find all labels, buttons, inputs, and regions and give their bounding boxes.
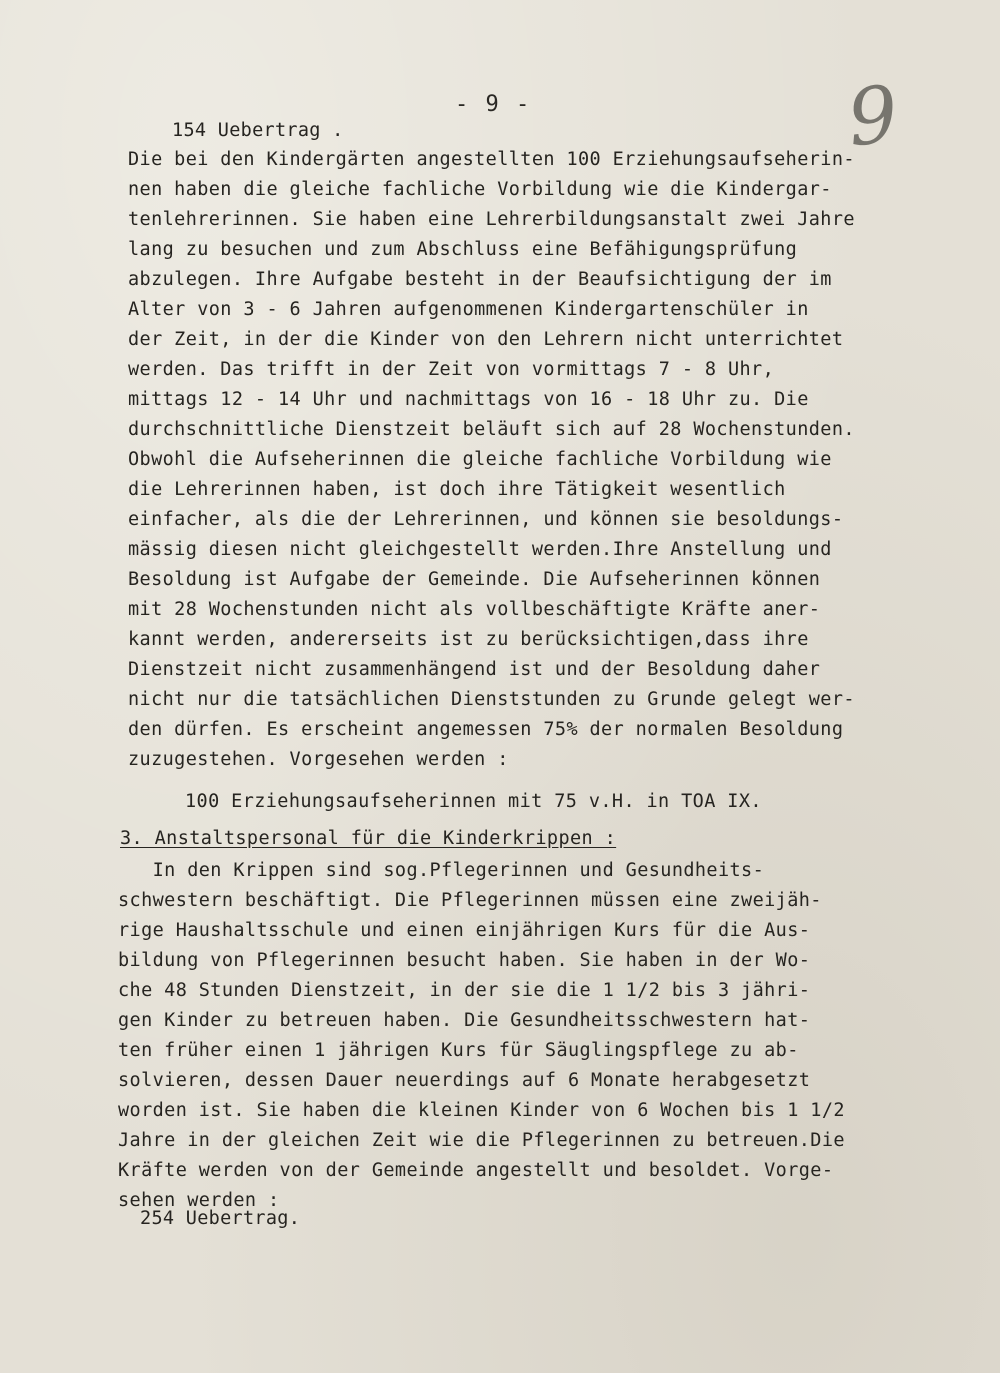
text-line: Die bei den Kindergärten angestellten 100 Erziehungsaufseherin- (128, 149, 855, 170)
text-line: Besoldung ist Aufgabe der Gemeinde. Die Aufseherinnen können (128, 569, 821, 590)
text-line: durchschnittliche Dienstzeit beläuft sich auf 28 Wochenstunden. (128, 419, 855, 440)
text-line: worden ist. Sie haben die kleinen Kinder von 6 Wochen bis 1 1/2 (118, 1100, 845, 1121)
text-line: die Lehrerinnen haben, ist doch ihre Tätigkeit wesentlich (128, 479, 786, 500)
text-line: abzulegen. Ihre Aufgabe besteht in der Beaufsichtigung der im (128, 269, 832, 290)
text-line: rige Haushaltsschule und einen einjährigen Kurs für die Aus- (118, 920, 811, 941)
text-line: schwestern beschäftigt. Die Pflegerinnen müssen eine zweijäh- (118, 890, 822, 911)
text-line: solvieren, dessen Dauer neuerdings auf 6 Monate herabgesetzt (118, 1070, 811, 1091)
text-line: mittags 12 - 14 Uhr und nachmittags von 16 - 18 Uhr zu. Die (128, 389, 809, 410)
carry-over-bottom: 254 Uebertrag. (140, 1208, 301, 1229)
text-line: Jahre in der gleichen Zeit wie die Pflegerinnen zu betreuen.Die (118, 1130, 845, 1151)
text-line: In den Krippen sind sog.Pflegerinnen und Gesundheits- (118, 860, 765, 881)
text-line: zuzugestehen. Vorgesehen werden : (128, 749, 509, 770)
text-line: lang zu besuchen und zum Abschluss eine Befähigungsprüfung (128, 239, 798, 260)
section-heading: 3. Anstaltspersonal für die Kinderkrippen : (120, 828, 617, 849)
text-line: nicht nur die tatsächlichen Dienststunden zu Grunde gelegt wer- (128, 689, 855, 710)
paragraph-1 (128, 145, 928, 775)
text-line: sehen werden : (118, 1190, 280, 1211)
text-line: Obwohl die Aufseherinnen die gleiche fachliche Vorbildung wie (128, 449, 832, 470)
text-line: ten früher einen 1 jährigen Kurs für Säuglingspflege zu ab- (118, 1040, 799, 1061)
text-line: der Zeit, in der die Kinder von den Lehrern nicht unterrichtet (128, 329, 844, 350)
text-line: gen Kinder zu betreuen haben. Die Gesundheitsschwestern hat- (118, 1010, 811, 1031)
provision-line: 100 Erziehungsaufseherinnen mit 75 v.H. in TOA IX. (185, 791, 762, 812)
text-line: Kräfte werden von der Gemeinde angestellt und besoldet. Vorge- (118, 1160, 834, 1181)
paragraph-2 (118, 856, 918, 1216)
text-line: che 48 Stunden Dienstzeit, in der sie die 1 1/2 bis 3 jähri- (118, 980, 811, 1001)
text-line: bildung von Pflegerinnen besucht haben. Sie haben in der Wo- (118, 950, 811, 971)
carry-over-top: 154 Uebertrag . (172, 120, 344, 141)
text-line: Dienstzeit nicht zusammenhängend ist und der Besoldung daher (128, 659, 821, 680)
text-line: mit 28 Wochenstunden nicht als vollbeschäftigte Kräfte aner- (128, 599, 821, 620)
text-line: einfacher, als die der Lehrerinnen, und können sie besoldungs- (128, 509, 844, 530)
text-line: tenlehrerinnen. Sie haben eine Lehrerbildungsanstalt zwei Jahre (128, 209, 855, 230)
handwritten-page-number: 9 (843, 69, 903, 165)
text-line: nen haben die gleiche fachliche Vorbildung wie die Kindergar- (128, 179, 832, 200)
text-line: Alter von 3 - 6 Jahren aufgenommenen Kindergartenschüler in (128, 299, 809, 320)
text-line: den dürfen. Es erscheint angemessen 75% der normalen Besoldung (128, 719, 844, 740)
page-number: - 9 - (455, 92, 532, 117)
text-line: werden. Das trifft in der Zeit von vormittags 7 - 8 Uhr, (128, 359, 775, 380)
text-line: kannt werden, andererseits ist zu berücksichtigen,dass ihre (128, 629, 809, 650)
text-line: mässig diesen nicht gleichgestellt werden.Ihre Anstellung und (128, 539, 832, 560)
